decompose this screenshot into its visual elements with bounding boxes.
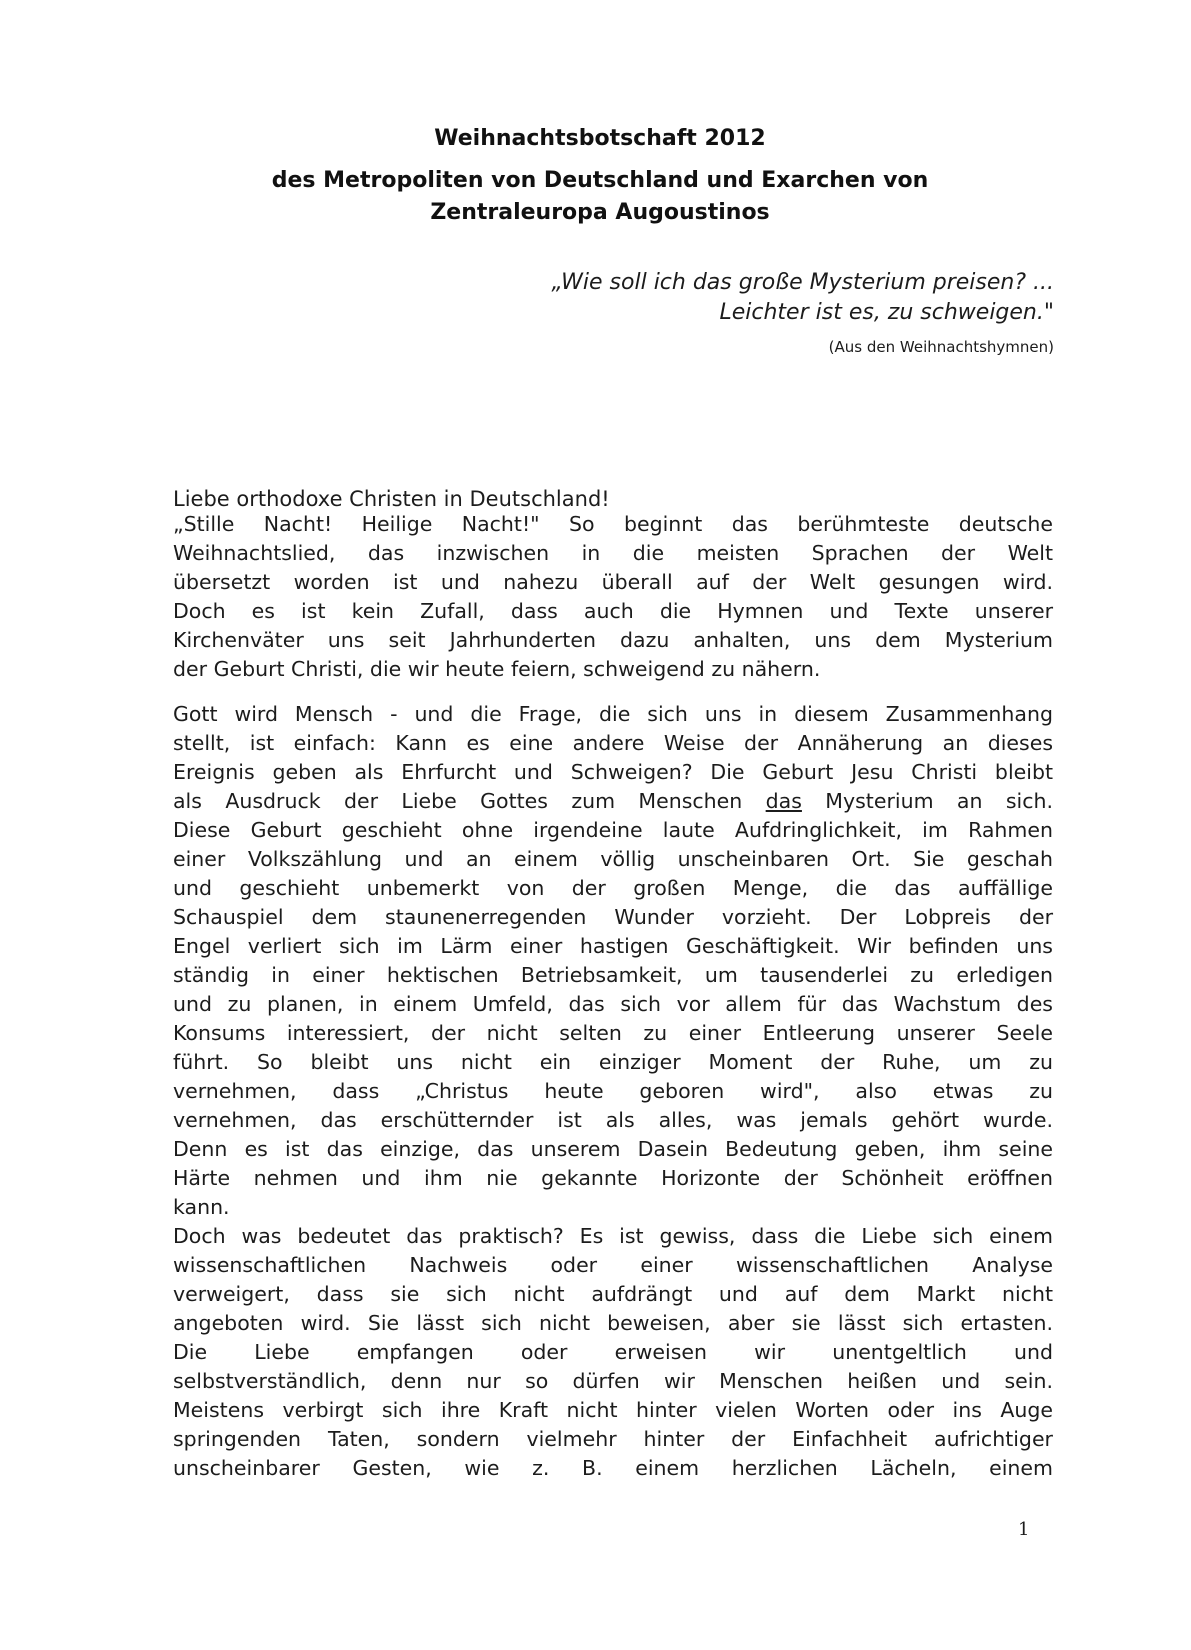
- paragraph-1: [173, 510, 1053, 684]
- paragraph-line: wissenschaftlichen Nachweis oder einer wissenschaftlichen Analyse: [173, 1253, 1053, 1277]
- paragraph-line: übersetzt worden ist und nahezu überall auf der Welt gesungen wird.: [173, 570, 1053, 594]
- underlined-word: das: [765, 789, 802, 813]
- paragraph-line: Die Liebe empfangen oder erweisen wir unentgeltlich und: [173, 1340, 1053, 1364]
- paragraph-line: Kirchenväter uns seit Jahrhunderten dazu anhalten, uns dem Mysterium: [173, 628, 1053, 652]
- paragraph-line: ständig in einer hektischen Betriebsamkeit, um tausenderlei zu erledigen: [173, 963, 1053, 987]
- epigraph-source: (Aus den Weihnachtshymnen): [828, 338, 1054, 356]
- paragraph-line: Konsums interessiert, der nicht selten zu einer Entleerung unserer Seele: [173, 1021, 1053, 1045]
- paragraph-line: Schauspiel dem staunenerregenden Wunder vorzieht. Der Lobpreis der: [173, 905, 1053, 929]
- paragraph-line: stellt, ist einfach: Kann es eine andere Weise der Annäherung an dieses: [173, 731, 1053, 755]
- document-subtitle-line-1: des Metropoliten von Deutschland und Exarchen von: [271, 168, 929, 193]
- paragraph-line: „Stille Nacht! Heilige Nacht!" So beginnt das berühmteste deutsche: [173, 512, 1053, 536]
- paragraph-line: der Geburt Christi, die wir heute feiern, schweigend zu nähern.: [173, 657, 821, 681]
- paragraph-line: Gott wird Mensch - und die Frage, die sich uns in diesem Zusammenhang: [173, 702, 1053, 726]
- paragraph-line: Meistens verbirgt sich ihre Kraft nicht hinter vielen Worten oder ins Auge: [173, 1398, 1053, 1422]
- paragraph-line: und geschieht unbemerkt von der großen Menge, die das auffällige: [173, 876, 1053, 900]
- paragraph-line: und zu planen, in einem Umfeld, das sich vor allem für das Wachstum des: [173, 992, 1053, 1016]
- paragraph-line: unscheinbarer Gesten, wie z. B. einem herzlichen Lächeln, einem: [173, 1456, 1053, 1480]
- paragraph-line: Härte nehmen und ihm nie gekannte Horizonte der Schönheit eröffnen: [173, 1166, 1053, 1190]
- document-subtitle-line-2: Zentraleuropa Augoustinos: [430, 200, 770, 225]
- line-text: Mysterium an sich.: [801, 789, 1054, 813]
- paragraph-line: angeboten wird. Sie lässt sich nicht beweisen, aber sie lässt sich ertasten.: [173, 1311, 1053, 1335]
- paragraph-line: vernehmen, das erschütternder ist als alles, was jemals gehört wurde.: [173, 1108, 1053, 1132]
- epigraph-line-1: „Wie soll ich das große Mysterium preisen? ...: [551, 270, 1054, 295]
- paragraph-line: führt. So bleibt uns nicht ein einziger Moment der Ruhe, um zu: [173, 1050, 1053, 1074]
- paragraph-line: Engel verliert sich im Lärm einer hastigen Geschäftigkeit. Wir befinden uns: [173, 934, 1053, 958]
- paragraph-line: verweigert, dass sie sich nicht aufdrängt und auf dem Markt nicht: [173, 1282, 1053, 1306]
- paragraph-line: Weihnachtslied, das inzwischen in die meisten Sprachen der Welt: [173, 541, 1053, 565]
- paragraph-line: springenden Taten, sondern vielmehr hinter der Einfachheit aufrichtiger: [173, 1427, 1053, 1451]
- paragraph-line: Doch was bedeutet das praktisch? Es ist gewiss, dass die Liebe sich einem: [173, 1224, 1053, 1248]
- paragraph-line: [173, 787, 1053, 816]
- paragraph-line: vernehmen, dass „Christus heute geboren wird", also etwas zu: [173, 1079, 1053, 1103]
- paragraph-2: [173, 700, 1053, 1222]
- paragraph-line: Ereignis geben als Ehrfurcht und Schweigen? Die Geburt Jesu Christi bleibt: [173, 760, 1053, 784]
- paragraph-line: Diese Geburt geschieht ohne irgendeine laute Aufdringlichkeit, im Rahmen: [173, 818, 1053, 842]
- paragraph-line: selbstverständlich, denn nur so dürfen wir Menschen heißen und sein.: [173, 1369, 1053, 1393]
- document-title: Weihnachtsbotschaft 2012: [434, 126, 766, 151]
- epigraph-line-2: Leichter ist es, zu schweigen.": [719, 300, 1054, 325]
- page-number: 1: [1018, 1519, 1030, 1540]
- paragraph-3: [173, 1222, 1053, 1483]
- line-text: als Ausdruck der Liebe Gottes zum Menschen: [173, 789, 766, 813]
- paragraph-line: Denn es ist das einzige, das unserem Dasein Bedeutung geben, ihm seine: [173, 1137, 1053, 1161]
- paragraph-line: einer Volkszählung und an einem völlig unscheinbaren Ort. Sie geschah: [173, 847, 1053, 871]
- paragraph-line: kann.: [173, 1195, 230, 1219]
- paragraph-line: Doch es ist kein Zufall, dass auch die Hymnen und Texte unserer: [173, 599, 1053, 623]
- salutation: Liebe orthodoxe Christen in Deutschland!: [173, 487, 610, 511]
